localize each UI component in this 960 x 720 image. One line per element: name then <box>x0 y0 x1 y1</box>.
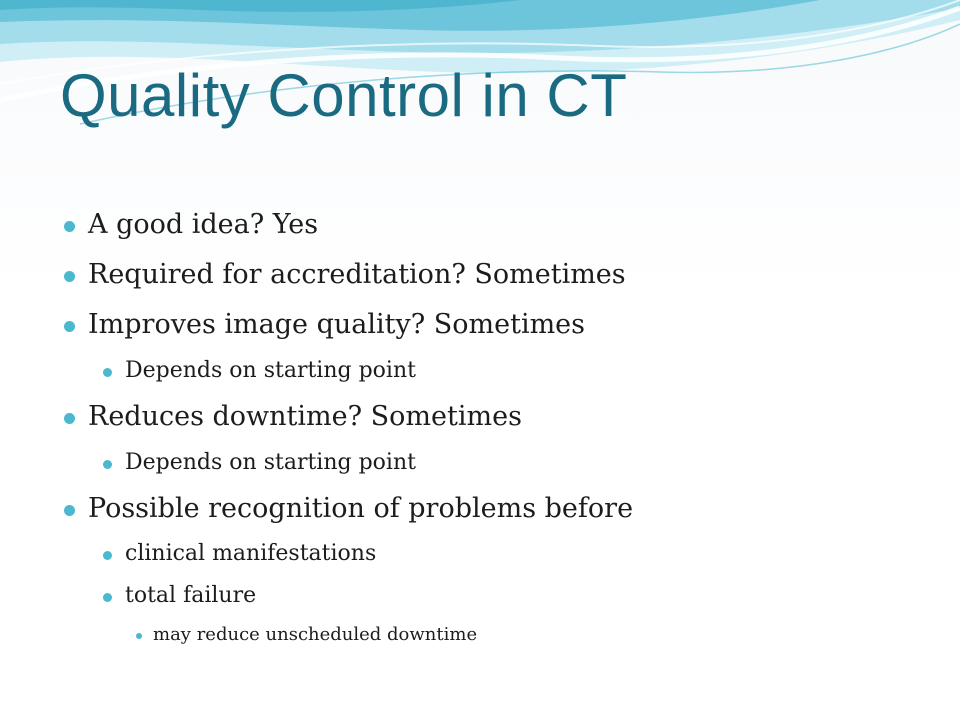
bullet-dot-icon <box>103 551 112 560</box>
bullet-item <box>88 493 633 525</box>
bullet-dot-icon <box>64 271 75 282</box>
sub-bullet-item <box>125 583 256 609</box>
bullet-text: Reduces downtime? Sometimes <box>88 401 522 432</box>
bullet-dot-icon <box>64 221 75 232</box>
slide-title: Quality Control in CT <box>60 62 628 129</box>
bullet-text: Possible recognition of problems before <box>88 493 634 524</box>
bullet-text: A good idea? Yes <box>88 209 319 240</box>
bullet-dot-icon <box>136 633 142 639</box>
bullet-item <box>88 401 522 433</box>
bullet-text: Improves image quality? Sometimes <box>88 309 586 340</box>
sub-bullet-item <box>125 450 416 476</box>
bullet-dot-icon <box>64 505 75 516</box>
bullet-text: total failure <box>125 583 257 608</box>
sub-bullet-item <box>125 358 416 384</box>
bullet-item <box>88 259 626 291</box>
bullet-dot-icon <box>103 460 112 469</box>
bullet-text: Depends on starting point <box>125 358 416 383</box>
sub-bullet-item <box>125 541 376 567</box>
sub-sub-bullet-item <box>153 624 477 646</box>
bullet-text: may reduce unscheduled downtime <box>153 624 478 645</box>
bullet-text: Depends on starting point <box>125 450 416 475</box>
bullet-item <box>88 309 585 341</box>
bullet-text: clinical manifestations <box>125 541 377 566</box>
bullet-item <box>88 209 318 241</box>
bullet-dot-icon <box>64 413 75 424</box>
bullet-dot-icon <box>64 321 75 332</box>
bullet-dot-icon <box>103 368 112 377</box>
bullet-dot-icon <box>103 593 112 602</box>
bullet-text: Required for accreditation? Sometimes <box>88 259 626 290</box>
